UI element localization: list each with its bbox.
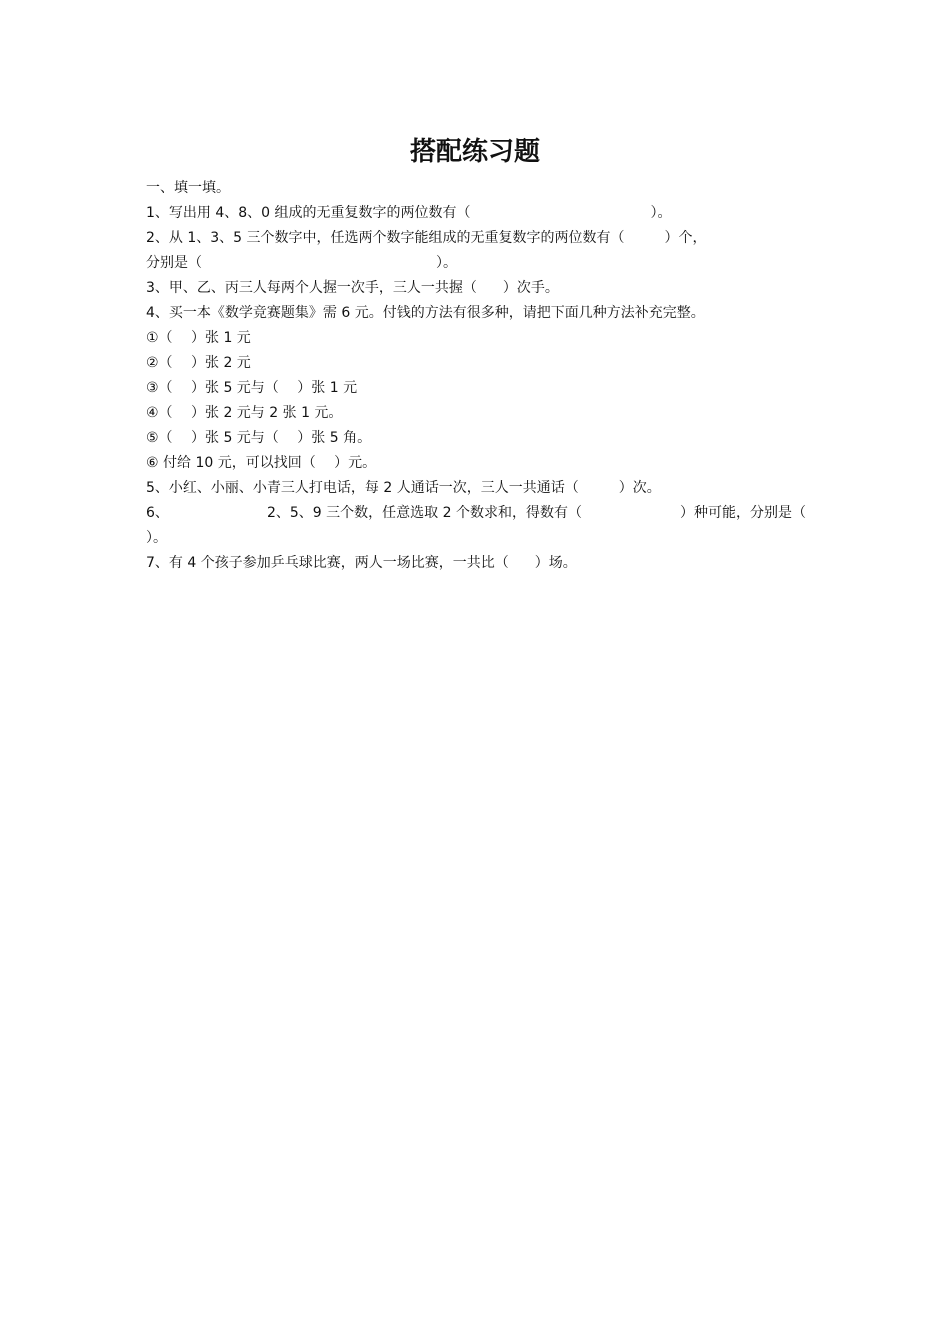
question-1-text: 1、写出用 4、8、0 组成的无重复数字的两位数有（: [146, 205, 471, 221]
exercise-content: [146, 176, 810, 576]
question-7-text: 7、有 4 个孩子参加乒乓球比赛，两人一场比赛，一共比（: [146, 555, 509, 571]
question-3-text: 3、甲、乙、丙三人每两个人握一次手，三人一共握（: [146, 280, 477, 296]
question-5-close: ）次。: [618, 480, 661, 496]
question-2-line2-text: 分别是（: [146, 255, 202, 271]
question-6: [146, 501, 806, 526]
question-5-text: 5、小红、小丽、小青三人打电话，每 2 人通话一次，三人一共通话（: [146, 480, 579, 496]
question-5: [146, 476, 810, 501]
question-4-option-3: ③（ ）张 5 元与（ ）张 1 元: [146, 380, 358, 396]
question-7: [146, 551, 810, 576]
question-3-close: ）次手。: [502, 280, 559, 296]
page-title: 搭配练习题: [409, 137, 540, 167]
question-6-line-2: ）。: [146, 530, 167, 546]
question-4-option-4: ④（ ）张 2 元与 2 张 1 元。: [146, 405, 343, 421]
question-4-option-1: ①（ ）张 1 元: [146, 330, 251, 346]
question-2-text: 2、从 1、3、5 三个数字中，任选两个数字能组成的无重复数字的两位数有（: [146, 230, 625, 246]
question-2-close: ）个，: [664, 230, 707, 246]
question-1-close: ）。: [650, 205, 672, 221]
question-6-part2: 2、5、9 三个数，任意选取 2 个数求和，得数有（: [266, 505, 582, 521]
question-7-close: ）场。: [534, 555, 577, 571]
question-2-line2-close: ）。: [436, 255, 457, 271]
question-6-part3: ）种可能，分别是（: [680, 505, 806, 521]
question-4-option-5: ⑤（ ）张 5 元与（ ）张 5 角。: [146, 430, 372, 446]
question-3: [146, 276, 810, 301]
question-4: 4、买一本《数学竞赛题集》需 6 元。付钱的方法有很多种，请把下面几种方法补充完整。: [146, 305, 705, 321]
question-2-line-2: [146, 251, 810, 276]
section-heading: 一、填一填。: [146, 180, 230, 196]
question-4-option-2: ②（ ）张 2 元: [146, 355, 251, 371]
question-2: [146, 226, 810, 251]
question-6-part1: 6、: [146, 505, 169, 521]
question-4-option-6: ⑥ 付给 10 元，可以找回（ ）元。: [146, 455, 377, 471]
question-1: [146, 201, 810, 226]
